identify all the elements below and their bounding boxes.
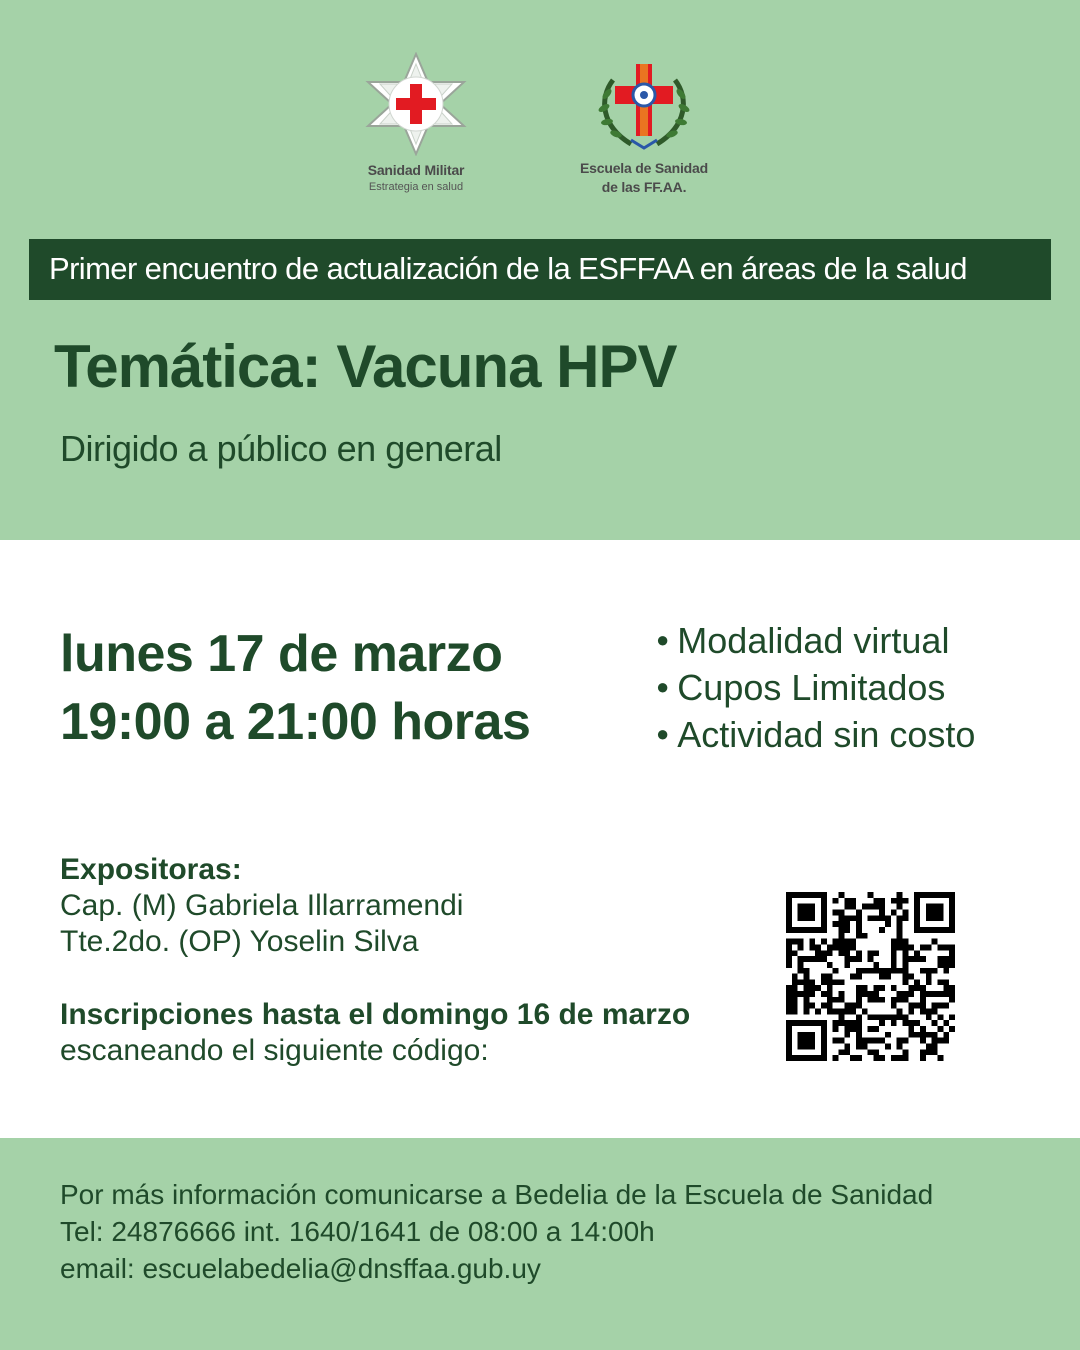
event-date: lunes 17 de marzo — [60, 625, 503, 683]
contact-line: Por más información comunicarse a Bedelia de la Escuela de Sanidad — [60, 1179, 934, 1210]
registration-qr-code[interactable] — [786, 892, 955, 1061]
speakers-block — [60, 852, 463, 960]
event-banner — [29, 239, 1051, 300]
feature-label: Modalidad virtual — [677, 620, 950, 661]
qr-code-icon — [786, 892, 955, 1061]
escuela-name-line1: Escuela de Sanidad — [580, 160, 708, 176]
laurel-cross-emblem-icon — [591, 60, 697, 152]
event-datetime — [60, 620, 530, 756]
bullet-icon: ● — [656, 674, 670, 699]
sanidad-militar-logo — [362, 52, 470, 197]
speakers-heading: Expositoras: — [60, 853, 242, 886]
escuela-sanidad-logo — [575, 60, 713, 200]
registration-instruction: escaneando el siguiente código: — [60, 1034, 489, 1067]
speaker-name: Tte.2do. (OP) Yoselin Silva — [60, 925, 419, 958]
audience-text: Dirigido a público en general — [60, 428, 502, 469]
escuela-name-line2: de las FF.AA. — [601, 179, 687, 195]
bullet-icon: ● — [656, 627, 670, 652]
registration-headline: Inscripciones hasta el domingo 16 de marzo — [60, 998, 691, 1031]
sanidad-militar-name: Sanidad Militar — [367, 162, 465, 178]
contact-phone: Tel: 24876666 int. 1640/1641 de 08:00 a 14:00h — [60, 1216, 655, 1247]
speaker-name: Cap. (M) Gabriela Illarramendi — [60, 889, 464, 922]
feature-item — [656, 667, 975, 714]
star-red-cross-icon — [364, 52, 468, 156]
feature-label: Actividad sin costo — [677, 714, 976, 755]
registration-block — [60, 997, 690, 1069]
banner-text: Primer encuentro de actualización de la ESFFAA en áreas de la salud — [49, 251, 967, 286]
feature-label: Cupos Limitados — [677, 667, 946, 708]
contact-info — [60, 1176, 933, 1287]
contact-email[interactable]: email: escuelabedelia@dnsffaa.gub.uy — [60, 1253, 541, 1284]
sanidad-militar-tagline: Estrategia en salud — [368, 181, 464, 193]
topic-title: Temática: Vacuna HPV — [54, 333, 677, 400]
feature-list — [656, 620, 975, 761]
feature-item — [656, 620, 975, 667]
bullet-icon: ● — [656, 721, 670, 746]
feature-item — [656, 714, 975, 761]
event-time: 19:00 a 21:00 horas — [60, 693, 531, 751]
